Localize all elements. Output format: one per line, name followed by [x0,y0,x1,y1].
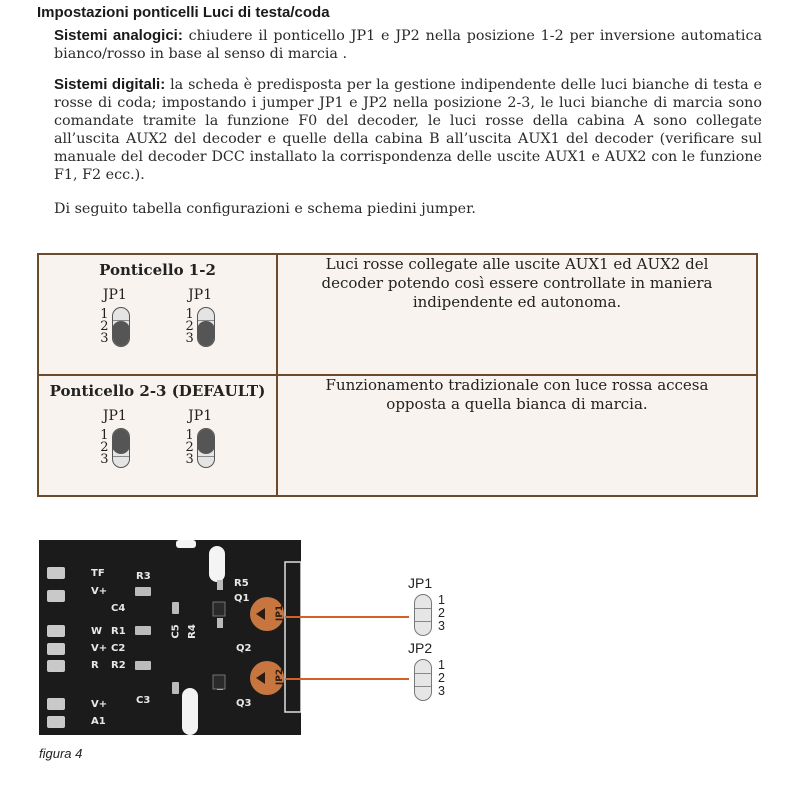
jumper-icon [197,307,215,347]
digital-paragraph [54,76,762,184]
jumper-diagram [186,408,215,468]
jumper-diagram [100,408,129,468]
analog-text: chiudere il ponticello JP1 e JP2 nella posizione 1-2 per inversione automatica bianco/rosso in base al senso di marcia . [54,28,763,62]
digital-text: la scheda è predisposta per la gestione indipendente delle luci bianche di testa e rosse di coda; impostando i jumper JP1 e JP2 nella posizione 2-3, le luci bianche di marcia sono comandate tramite la funzione F0 del decoder, le luci rosse della cabina A sono collegate all’uscita AUX2 del decoder e quelle della cabina B all’uscita AUX1 del decoder (verificare sul manuale del decoder DCC installato la corrispondenza delle uscite AUX1 e AUX2 con le funzione F1, F2 ecc.). [54,77,762,183]
jp1-label: JP1 [408,575,433,591]
pcb-label: C2 [111,643,126,654]
pin-number: 1 [100,428,109,443]
pcb-label: V+ [91,699,108,710]
pcb-label: R2 [111,660,126,671]
pcb-label: Q3 [236,698,252,709]
pin-number: 3 [438,619,445,633]
pcb-label: Q1 [234,593,250,604]
jumper-diagram [100,287,129,347]
row-heading: Ponticello 1-2 [99,261,216,279]
jp2-label: JP2 [408,640,433,656]
jp2-pins [438,659,445,698]
leader-line-jp1 [285,616,409,618]
analog-label: Sistemi analogici: [54,27,183,44]
jp1-jumper-icon [414,594,432,636]
pcb-label: R3 [136,571,151,582]
jumper-label: JP1 [188,408,213,424]
pin-number: 1 [185,307,194,322]
pcb-label: W [91,626,103,637]
jp2-jumper-icon [414,659,432,701]
description-text: Luci rosse collegate alle uscite AUX1 ed AUX2 del decoder potendo così essere controllate in maniera indipendente ed autonoma. [321,255,713,311]
pin-number: 2 [185,319,194,334]
pin-number: 3 [185,331,194,346]
pcb-label: A1 [91,716,106,727]
pcb-label: R4 [186,624,198,639]
pin-number: 3 [185,452,194,467]
pin-number: 3 [100,452,109,467]
pcb-label: V+ [91,643,108,654]
pin-number: 2 [438,671,445,685]
jumper-cell [38,254,277,375]
pin-number: 2 [438,606,445,620]
row-description [277,375,757,496]
pin-number: 1 [438,658,445,672]
jp1-pins [438,594,445,633]
jumper-cell [38,375,277,496]
table-row [38,375,757,496]
pcb-label: C5 [170,624,182,639]
pcb-label: V+ [91,586,108,597]
section-title: Impostazioni ponticelli Luci di testa/coda [37,4,330,21]
description-text: Funzionamento tradizionale con luce rossa accesa opposta a quella bianca di marcia. [325,376,709,413]
jumper-label: JP1 [188,287,213,303]
row-description [277,254,757,375]
pin-number: 2 [185,440,194,455]
leader-line-jp2 [285,678,409,680]
jumper-icon [112,428,130,468]
table-intro: Di seguito tabella configurazioni e schema piedini jumper. [54,201,476,217]
pin-number: 1 [185,428,194,443]
pcb-label: JP2 [275,668,286,686]
pin-number: 2 [100,440,109,455]
pin-number: 3 [438,684,445,698]
analog-paragraph [54,27,762,63]
pcb-label: R1 [111,626,126,637]
pcb-label: R [91,660,99,671]
pcb-label: TF [91,568,105,579]
pin-number: 1 [100,307,109,322]
jumper-label: JP1 [102,287,127,303]
digital-label: Sistemi digitali: [54,76,166,93]
jumper-icon [197,428,215,468]
jumper-diagram [186,287,215,347]
jumper-config-table [37,253,758,497]
pcb-label: C3 [136,695,151,706]
jumper-label: JP1 [102,408,127,424]
pin-number: 2 [100,319,109,334]
row-heading: Ponticello 2-3 (DEFAULT) [49,382,266,400]
figure-caption: figura 4 [39,746,83,761]
pin-number: 1 [438,593,445,607]
pcb-label: R5 [234,578,249,589]
pcb-label: Q2 [236,643,252,654]
pin-number: 3 [100,331,109,346]
pcb-label: C4 [111,603,126,614]
pcb-label: JP1 [275,604,286,622]
pcb-photo [39,540,301,735]
jumper-icon [112,307,130,347]
table-row [38,254,757,375]
